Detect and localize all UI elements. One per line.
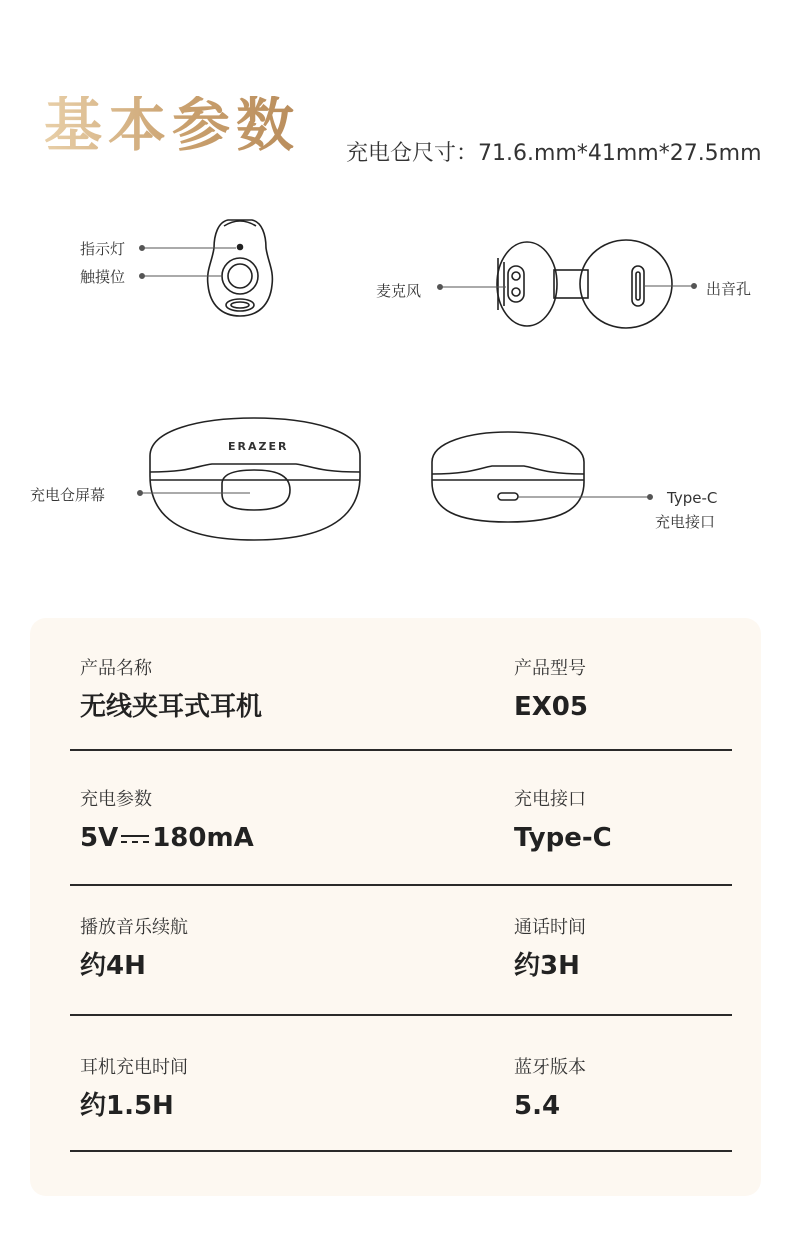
spec-charging-port (514, 791, 612, 851)
spec-value: EX05 (514, 692, 588, 722)
dc-symbol-icon (119, 831, 151, 847)
spec-label: 充电接口 (514, 789, 586, 810)
divider (70, 1014, 732, 1016)
charging-voltage: 5V (80, 823, 119, 853)
spec-label: 耳机充电时间 (80, 1057, 188, 1078)
label-sound-outlet: 出音孔 (706, 280, 752, 298)
spec-value: 无线夹耳式耳机 (80, 692, 263, 722)
brand-logo-text: ERAZER (228, 440, 289, 453)
spec-value: 约1.5H (80, 1091, 174, 1121)
case-size-text: 充电仓尺寸：71.6.mm*41mm*27.5mm (346, 141, 762, 166)
spec-label: 蓝牙版本 (514, 1057, 586, 1078)
spec-label: 播放音乐续航 (80, 917, 188, 938)
spec-value: 5.4 (514, 1091, 561, 1121)
spec-label: 产品名称 (80, 658, 152, 679)
label-indicator-light: 指示灯 (80, 240, 126, 258)
spec-playback (80, 919, 188, 979)
spec-bluetooth (514, 1059, 586, 1119)
label-case-screen: 充电仓屏幕 (30, 486, 106, 504)
case-back-drawing (432, 432, 584, 522)
case-screen-drawing (222, 470, 290, 510)
earbud-side-left-drawing (497, 242, 557, 326)
divider (70, 1150, 732, 1152)
case-front-drawing (150, 418, 360, 540)
spec-call-time (514, 919, 586, 979)
label-touch-area: 触摸位 (80, 268, 126, 286)
divider (70, 749, 732, 751)
spec-product-name (80, 660, 262, 720)
spec-value (80, 825, 254, 851)
typec-port-drawing (498, 493, 518, 500)
indicator-light-drawing (238, 245, 243, 250)
spec-label: 充电参数 (80, 789, 152, 810)
label-port-type: Type-C (667, 489, 718, 507)
spec-model (514, 660, 588, 720)
spec-label: 通话时间 (514, 917, 586, 938)
charging-current: 180mA (152, 823, 254, 853)
label-microphone: 麦克风 (376, 282, 422, 300)
spec-charging-params (80, 791, 254, 851)
spec-value: Type-C (514, 823, 612, 853)
spec-value: 约4H (80, 951, 146, 981)
page-title: 基本参数 (44, 91, 301, 159)
spec-value: 约3H (514, 951, 580, 981)
divider (70, 884, 732, 886)
spec-earphone-charge (80, 1059, 188, 1119)
earbud-side-right-drawing (580, 240, 672, 328)
spec-label: 产品型号 (514, 658, 586, 679)
label-charging-port: 充电接口 (655, 513, 716, 531)
